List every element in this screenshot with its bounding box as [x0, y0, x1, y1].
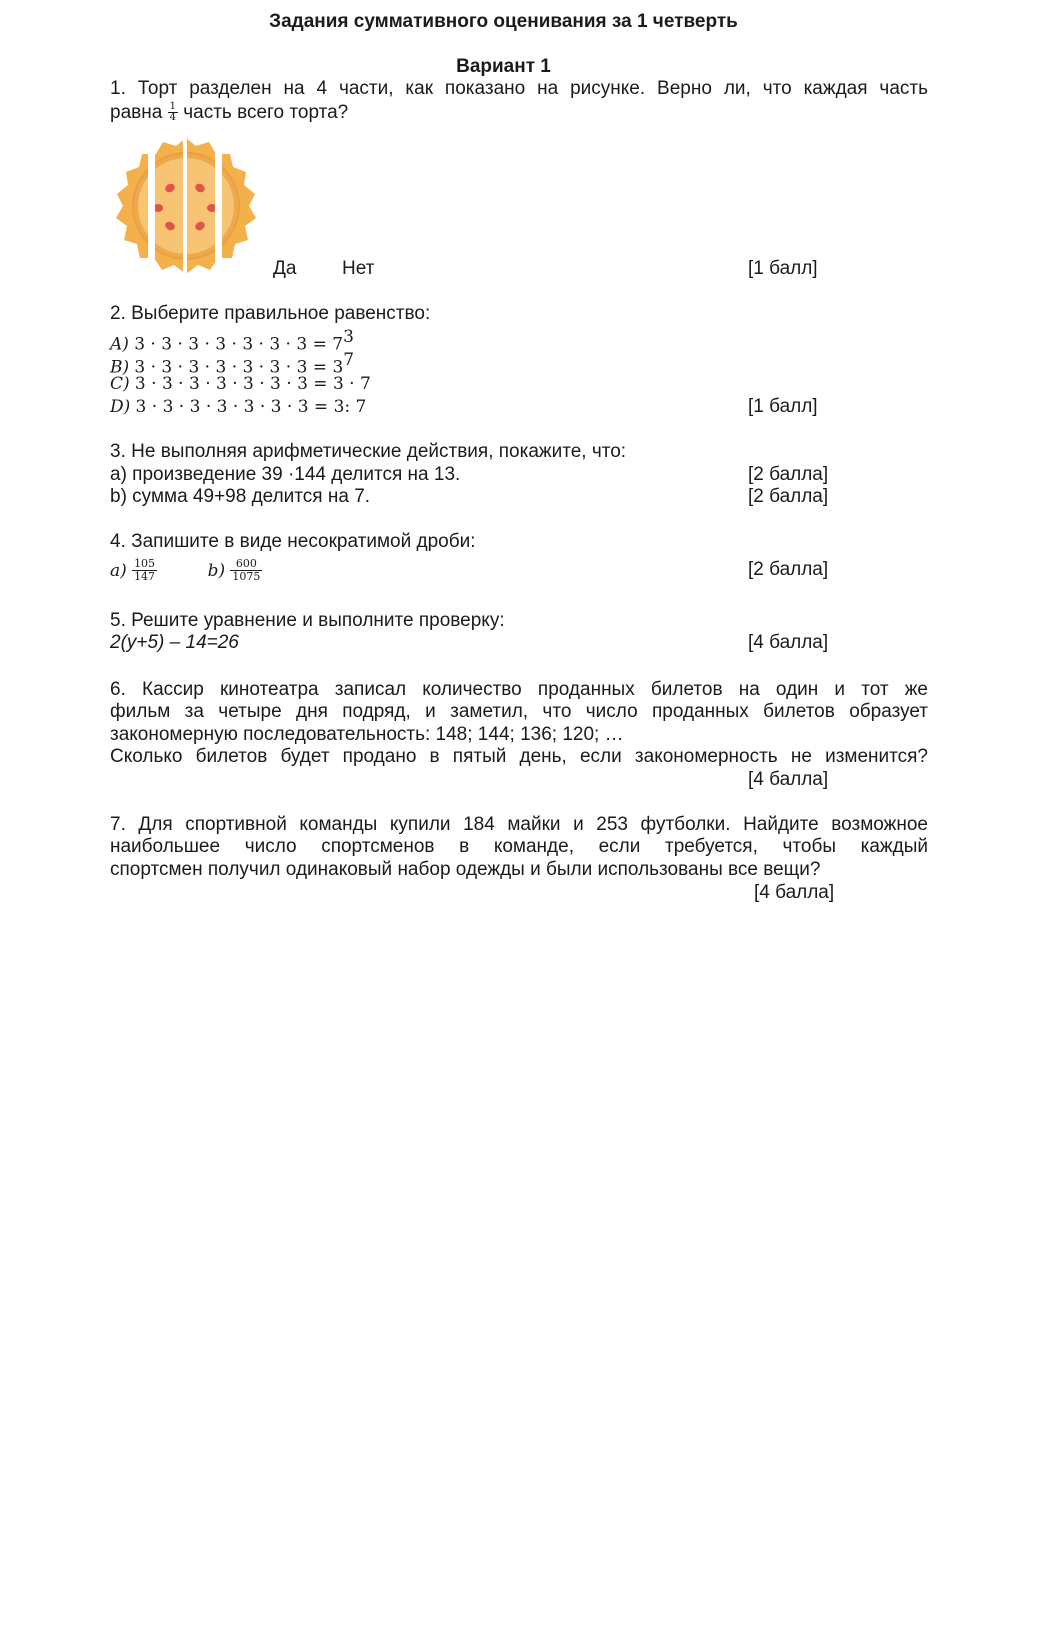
- q4-fractions: [110, 556, 262, 586]
- q2-option-c: [110, 372, 371, 396]
- q2-option-letter: B): [110, 357, 130, 378]
- q3-part-a: а) произведение 39 ·144 делится на 13.: [110, 464, 461, 485]
- q5-prompt: 5. Решите уравнение и выполните проверку:: [110, 610, 505, 631]
- q4-b-label: b): [207, 561, 226, 581]
- q7-score: [4 балла]: [754, 882, 835, 903]
- q2-prompt: 2. Выберите правильное равенство:: [110, 303, 431, 324]
- q5-score: [4 балла]: [748, 632, 829, 653]
- page-title: Задания суммативного оценивания за 1 четверть: [269, 11, 738, 32]
- q2-option-expr: 3 · 3 · 3 · 3 · 3 · 3 · 3 = 3 · 7: [134, 374, 371, 394]
- q4-a-fraction: [132, 558, 157, 583]
- q2-option-letter: A): [110, 334, 129, 355]
- q7-line1: 7. Для спортивной команды купили 184 майки и 253 футболки. Найдите возможное: [110, 814, 928, 835]
- q1-fraction-num: 1: [169, 101, 176, 113]
- q1-no-option[interactable]: Нет: [342, 258, 375, 279]
- q4-score: [2 балла]: [748, 559, 829, 580]
- q3-prompt: 3. Не выполняя арифметические действия, покажите, что:: [110, 441, 627, 462]
- q6-score: [4 балла]: [748, 769, 829, 790]
- q6-line2: фильм за четыре дня подряд, и заметил, что число проданных билетов образует: [110, 701, 928, 722]
- q2-score: [1 балл]: [748, 396, 818, 417]
- q1-fraction-den: 4: [169, 112, 176, 124]
- q1-yes-option[interactable]: Да: [273, 258, 297, 279]
- q4-a-label: a): [110, 561, 127, 581]
- q7-line3: спортсмен получил одинаковый набор одежды и были использованы все вещи?: [110, 859, 821, 880]
- q2-option-expr: 3 · 3 · 3 · 3 · 3 · 3 · 3 = 7: [134, 334, 344, 355]
- q4-b-num: 600: [230, 558, 262, 571]
- q1-line1: 1. Торт разделен на 4 части, как показано на рисунке. Верно ли, что каждая часть: [110, 78, 928, 99]
- q3-part-b: b) сумма 49+98 делится на 7.: [110, 486, 371, 507]
- q4-a-num: 105: [134, 557, 156, 571]
- q2-option-letter: D): [110, 397, 131, 417]
- q6-line1: 6. Кассир кинотеатра записал количество проданных билетов на один и тот же: [110, 679, 928, 700]
- variant-heading: Вариант 1: [456, 56, 551, 77]
- q2-option-letter: C): [110, 374, 130, 394]
- q6-line4: Сколько билетов будет продано в пятый день, если закономерность не изменится?: [110, 746, 928, 767]
- q1-line2: [110, 101, 348, 124]
- q5-equation: 2(у+5) – 14=26: [110, 632, 239, 653]
- q1-pre: равна: [110, 102, 163, 123]
- q4-a-den: 147: [134, 570, 156, 584]
- q2-option-sup: 7: [343, 350, 355, 370]
- q7-line2: наибольшее число спортсменов в команде, если требуется, чтобы каждый: [110, 836, 928, 857]
- q2-option-sup: 3: [343, 327, 354, 347]
- q1-fraction: [168, 102, 178, 123]
- q3-part-b-score: [2 балла]: [748, 486, 829, 507]
- q2-option-expr: 3 · 3 · 3 · 3 · 3 · 3 · 3 = 3: [134, 357, 344, 378]
- q3-part-a-score: [2 балла]: [748, 464, 829, 485]
- q4-prompt: 4. Запишите в виде несократимой дроби:: [110, 531, 476, 552]
- q2-option-d: [110, 395, 366, 419]
- q1-score: [1 балл]: [748, 258, 818, 279]
- q1-post: часть всего торта?: [183, 102, 349, 123]
- q4-b-den: 1075: [232, 570, 261, 584]
- q6-line3: закономерную последовательность: 148; 144; 136; 120; …: [110, 724, 624, 745]
- q2-option-expr: 3 · 3 · 3 · 3 · 3 · 3 · 3 = 3: 7: [135, 397, 367, 417]
- pie-image: [112, 134, 260, 276]
- q4-b-fraction: [230, 558, 262, 583]
